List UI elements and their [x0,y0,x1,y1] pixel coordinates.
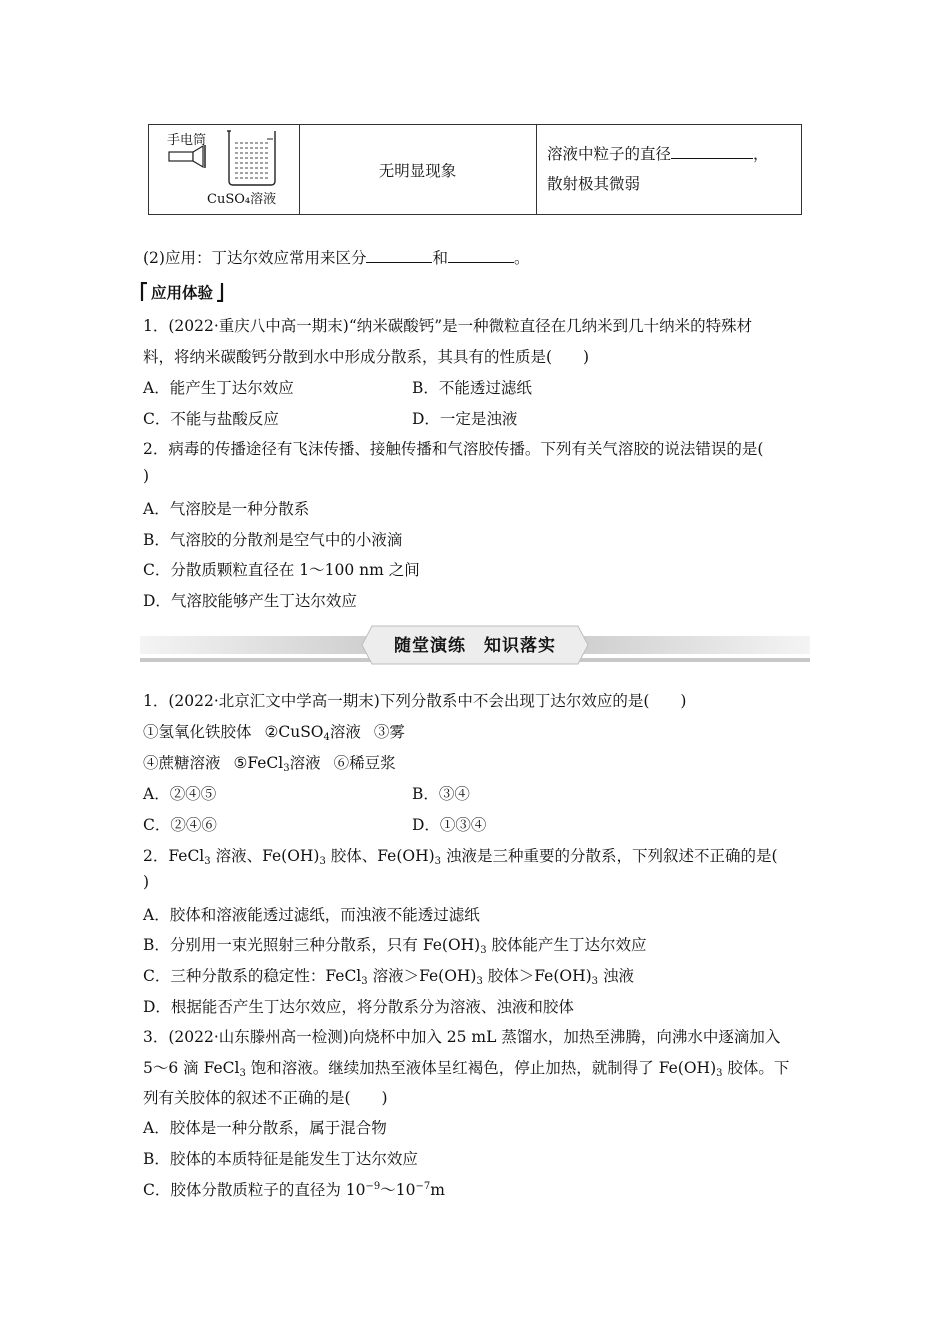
banner-title: 随堂演练 知识落实 [394,635,556,656]
application-suffix: 。 [513,249,530,267]
option-a[interactable]: A．胶体是一种分散系，属于混合物 [143,1119,387,1137]
flashlight-icon [169,145,205,168]
table-cell-phenomenon [299,125,537,214]
question-line: 料，将纳米碳酸钙分散到水中形成分散系，其具有的性质是( ) [143,348,590,366]
explanation-comma: ， [753,145,769,163]
option-d[interactable]: D．根据能否产生丁达尔效应，将分散系分为溶液、浊液和胶体 [143,998,574,1016]
phenomenon-text: 无明显现象 [378,161,457,180]
option-d[interactable]: D．①③④ [412,816,487,834]
option-d[interactable]: D．一定是浊液 [412,410,518,428]
explanation-text-2: 散射极其微弱 [547,175,641,193]
item-text: ⑤FeCl$_3$溶液 [233,754,321,774]
explanation-text-1: 溶液中粒子的直径 [547,145,672,163]
option-b[interactable]: B．胶体的本质特征是能发生丁达尔效应 [143,1150,418,1168]
option-b[interactable]: B．气溶胶的分散剂是空气中的小液滴 [143,531,403,549]
application-prefix: (2)应用：丁达尔效应常用来区分 [143,249,367,267]
question-line: ) [143,467,150,485]
table-cell-illustration [149,125,300,214]
option-b[interactable]: B．③④ [412,785,470,803]
question-line: 1．(2022·重庆八中高一期末)“纳米碳酸钙”是一种微粒直径在几纳米到几十纳米的特殊材 [143,317,753,335]
question-line: ) [143,873,150,891]
question-line: 3．(2022·山东滕州高一检测)向烧杯中加入 25 mL 蒸馏水，加热至沸腾，向沸水中逐滴加入 [143,1028,781,1046]
beaker-icon [227,131,275,185]
application-line [143,246,530,268]
option-a[interactable]: A．能产生丁达尔效应 [143,379,294,397]
option-c[interactable]: C．②④⑥ [143,816,217,834]
question-line: 1．(2022·北京汇文中学高一期末)下列分散系中不会出现丁达尔效应的是( ) [143,692,687,710]
bracket-right-icon [216,282,224,302]
option-b[interactable]: B．不能透过滤纸 [412,379,532,397]
flashlight-label: 手电筒 [167,133,207,148]
question-line: 列有关胶体的叙述不正确的是( ) [143,1089,388,1107]
question-line: 2．FeCl$_3$ 溶液、$Fe(OH)_3$ 胶体、$Fe(OH)_3$ 浊液是三种重要的分散系，下列叙述不正确的是( [143,847,778,867]
answer-blank[interactable] [366,248,432,263]
option-c[interactable]: C．不能与盐酸反应 [143,410,279,428]
item-text: ②CuSO$_4$溶液 [264,723,361,743]
solution-label: CuSO₄溶液 [207,192,277,207]
option-c[interactable]: C．分散质颗粒直径在 1～100 nm 之间 [143,561,420,579]
question-items-line [143,751,396,774]
option-a[interactable]: A．胶体和溶液能透过滤纸，而浊液不能透过滤纸 [143,906,480,924]
question-line: 2．病毒的传播途径有飞沫传播、接触传播和气溶胶传播。下列有关气溶胶的说法错误的是( [143,440,764,458]
answer-blank[interactable] [671,144,753,159]
option-d[interactable]: D．气溶胶能够产生丁达尔效应 [143,592,357,610]
bracket-left-icon [140,282,148,302]
application-mid: 和 [432,249,448,267]
item-text: ⑥稀豆浆 [333,754,396,772]
option-c[interactable]: C．胶体分散质粒子的直径为 $10^{-9}\sim 10^{-7}m$ [143,1181,445,1199]
question-line: 5～6 滴 FeCl$_3$ 饱和溶液。继续加热至液体呈红褐色，停止加热，就制得了 $Fe(OH)_3$ 胶体。下 [143,1059,790,1079]
option-a[interactable]: A．②④⑤ [143,785,217,803]
experiment-table [148,124,802,215]
answer-blank[interactable] [448,248,514,263]
option-b[interactable]: B．分别用一束光照射三种分散系，只有 $Fe(OH)_3$ 胶体能产生丁达尔效应 [143,936,647,956]
section-title: 应用体验 [151,284,214,302]
section-heading-experience [140,281,224,303]
item-text: ①氢氧化铁胶体 [143,723,252,741]
table-cell-explanation [537,125,801,214]
item-text: ③雾 [373,723,405,741]
item-text: ④蔗糖溶液 [143,754,221,772]
question-items-line [143,720,405,743]
option-a[interactable]: A．气溶胶是一种分散系 [143,500,310,518]
option-c[interactable]: C．三种分散系的稳定性：FeCl$_3$ 溶液$>Fe(OH)_3$ 胶体$>Fe(OH)_3$ 浊液 [143,967,634,987]
